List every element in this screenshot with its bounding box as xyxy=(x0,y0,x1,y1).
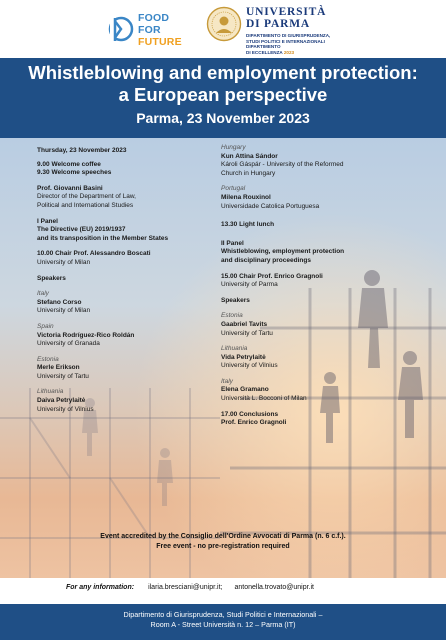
speaker-name: Prof. Giovanni Basini xyxy=(37,184,103,192)
chair-affiliation: University of Parma xyxy=(221,281,278,289)
speaker-country: Italy xyxy=(37,290,49,298)
scaffolding-background xyxy=(0,138,446,578)
header xyxy=(0,0,446,58)
speaker-country: Lithuania xyxy=(221,345,248,353)
speaker-affiliation: University of Tartu xyxy=(221,329,273,337)
speaker-affiliation: Università L. Bocconi of Milan xyxy=(221,395,307,403)
speaker-name: Daiva Petrylaitė xyxy=(37,397,86,405)
conclusions: 17.00 Conclusions xyxy=(221,410,279,418)
conclusions-speaker: Prof. Enrico Gragnoli xyxy=(221,419,287,427)
footer xyxy=(0,604,446,640)
panel-topic: Whistleblowing, employment protection xyxy=(221,248,345,256)
speaker-affiliation: Károli Gáspár - University of the Reformed xyxy=(221,161,344,169)
contact-email[interactable]: ilaria.bresciani@unipr.it; xyxy=(148,584,223,591)
contact-info xyxy=(66,584,314,591)
speaker-name: Gaabriel Tavits xyxy=(221,320,268,328)
session-chair: 15.00 Chair Prof. Enrico Gragnoli xyxy=(221,272,323,280)
panel-topic: The Directive (EU) 2019/1937 xyxy=(37,226,126,234)
speaker-name: Vida Petrylaitė xyxy=(221,353,266,361)
event-title: Whistleblowing and employment protection: a European perspective xyxy=(28,62,418,105)
speaker-country: Lithuania xyxy=(37,388,64,396)
welcome-speeches: 9.30 Welcome speeches xyxy=(37,169,112,177)
speaker-country: Estonia xyxy=(37,355,59,363)
speaker-affiliation: University of Granada xyxy=(37,340,100,348)
speakers-heading: Speakers xyxy=(221,296,250,304)
footer-department: Dipartimento di Giurisprudenza, Studi Politici e Internazionali – xyxy=(123,610,323,619)
program-date: Thursday, 23 November 2023 xyxy=(37,147,127,154)
speaker-affiliation: University of Vilnius xyxy=(221,362,278,370)
speaker-name: Victoria Rodríguez-Rico Roldán xyxy=(37,331,135,339)
speaker-country: Italy xyxy=(221,377,233,385)
chair-affiliation: University of Milan xyxy=(37,258,91,266)
panel-heading: II Panel xyxy=(221,239,244,247)
program-left-column xyxy=(37,147,213,414)
speakers-heading: Speakers xyxy=(37,274,66,282)
panel-topic: and its transposition in the Member States xyxy=(37,234,169,242)
contact-label: For any information: xyxy=(66,584,135,591)
panel-topic: and disciplinary proceedings xyxy=(221,256,311,264)
program-right-column xyxy=(221,144,411,428)
welcome-coffee: 9.00 Welcome coffee xyxy=(37,160,101,168)
food-for-future-icon xyxy=(108,14,134,44)
speaker-name: Kun Attina Sándor xyxy=(221,152,278,160)
event-date-place: Parma, 23 November 2023 xyxy=(136,110,310,126)
accreditation-note: Event accredited by the Consiglio dell'Ordine Avvocati di Parma (n. 6 c.f.). Free event - no pre-registration required xyxy=(100,533,346,550)
food-for-future-wordmark: FOOD FOR FUTURE xyxy=(138,12,182,48)
food-for-future-logo xyxy=(108,8,186,50)
speaker-name: Milena Rouxinol xyxy=(221,193,271,201)
speaker-affiliation: University of Tartu xyxy=(37,372,89,380)
speaker-country: Estonia xyxy=(221,312,243,320)
speaker-name: Stefano Corso xyxy=(37,298,82,306)
department-name: DIPARTIMENTO DI GIURISPRUDENZA, STUDI POLITICI E INTERNAZIONALI DIPARTIMENTO DI ECCELLENZA 2023 xyxy=(246,33,331,55)
speaker-affiliation: Universidade Catolica Portuguesa xyxy=(221,202,320,210)
panel-heading: I Panel xyxy=(37,217,58,225)
university-name: UNIVERSITÀ DI PARMA xyxy=(246,6,327,30)
speaker-country: Portugal xyxy=(221,185,246,193)
speaker-affiliation: University of Vilnius xyxy=(37,405,94,413)
speaker-affiliation: University of Milan xyxy=(37,307,91,315)
speaker-name: Merle Erikson xyxy=(37,364,80,372)
speaker-name: Elena Gramano xyxy=(221,386,269,394)
speaker-affiliation: Church in Hungary xyxy=(221,169,276,177)
university-seal-icon xyxy=(206,6,242,42)
footer-address: Room A - Street Università n. 12 – Parma (IT) xyxy=(150,620,296,629)
light-lunch: 13.30 Light lunch xyxy=(221,221,275,229)
speaker-role: Director of the Department of Law, xyxy=(37,193,136,201)
speaker-country: Spain xyxy=(37,322,54,330)
contact-email[interactable]: antonella.trovato@unipr.it xyxy=(234,584,314,591)
session-chair: 10.00 Chair Prof. Alessandro Boscati xyxy=(37,250,151,258)
speaker-country: Hungary xyxy=(221,144,246,151)
speaker-role: Political and International Studies xyxy=(37,201,134,209)
title-bar xyxy=(0,58,446,138)
university-of-parma-logo xyxy=(206,6,356,55)
